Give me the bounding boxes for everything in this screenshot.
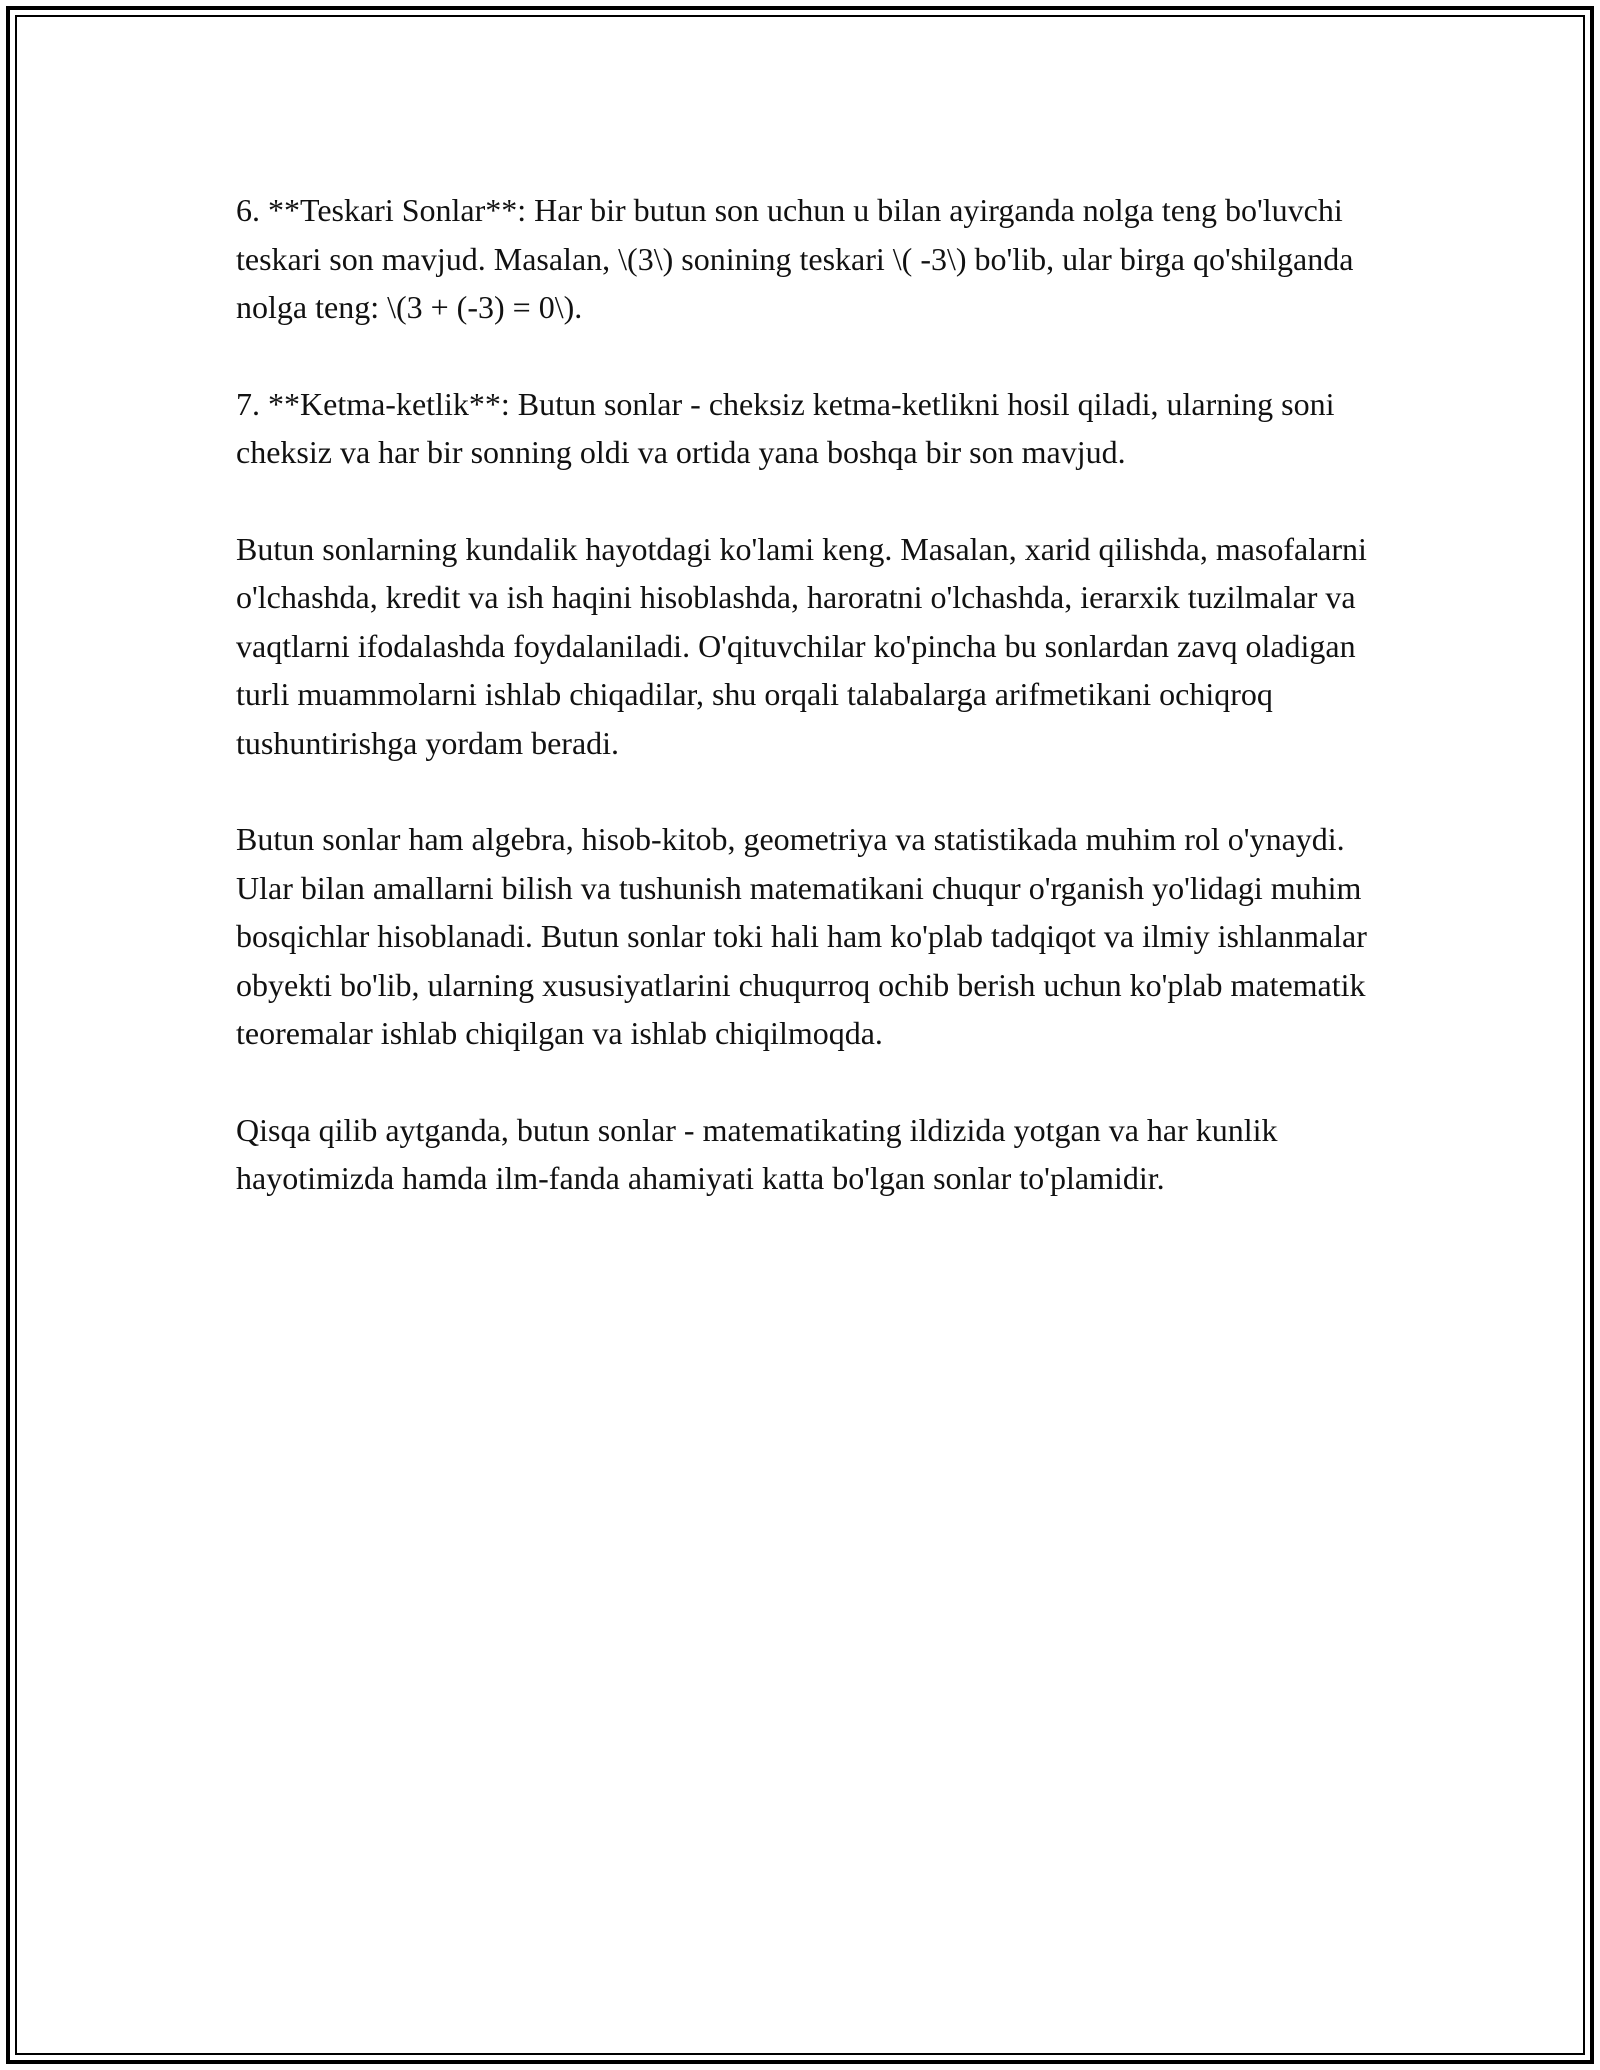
paragraph-ketma-ketlik: 7. **Ketma-ketlik**: Butun sonlar - cheksiz ketma-ketlikni hosil qiladi, ularning soni cheksiz va har bir sonning oldi va ortida yana boshqa bir son mavjud. bbox=[236, 385, 1335, 470]
paragraph-kundalik-hayot: Butun sonlarning kundalik hayotdagi ko'lami keng. Masalan, xarid qilishda, masofalarni o'lchashda, kredit va ish haqini hisoblashda, haroratni o'lchashda, ierarxik tuzilmalar va vaqtlarni ifodalashda foydalaniladi. O'qituvchilar ko'pincha bu sonlardan zavq oladigan turli muammolarni ishlab chiqadilar, shu orqali talabalarga arifmetikani ochiqroq tushuntirishga yordam beradi. bbox=[236, 530, 1367, 761]
document-body bbox=[236, 186, 1376, 1251]
paragraph-teskari-sonlar: 6. **Teskari Sonlar**: Har bir butun son uchun u bilan ayirganda nolga teng bo'luvchi teskari son mavjud. Masalan, \(3\) sonining teskari \( -3\) bo'lib, ular birga qo'shilganda nolga teng: \(3 + (-3) = 0\). bbox=[236, 192, 1354, 325]
paragraph-xulosa: Qisqa qilib aytganda, butun sonlar - matematikating ildizida yotgan va har kunlik hayotimizda hamda ilm-fanda ahamiyati katta bo'lgan sonlar to'plamidir. bbox=[236, 1111, 1278, 1196]
paragraph-algebra: Butun sonlar ham algebra, hisob-kitob, geometriya va statistikada muhim rol o'ynaydi. Ular bilan amallarni bilish va tushunish matematikani chuqur o'rganish yo'lidagi muhim bosqichlar hisoblanadi. Butun sonlar toki hali ham ko'plab tadqiqot va ilmiy ishlanmalar obyekti bo'lib, ularning xususiyatlarini chuqurroq ochib berish uchun ko'plab matematik teoremalar ishlab chiqilgan va ishlab chiqilmoqda. bbox=[236, 821, 1367, 1051]
